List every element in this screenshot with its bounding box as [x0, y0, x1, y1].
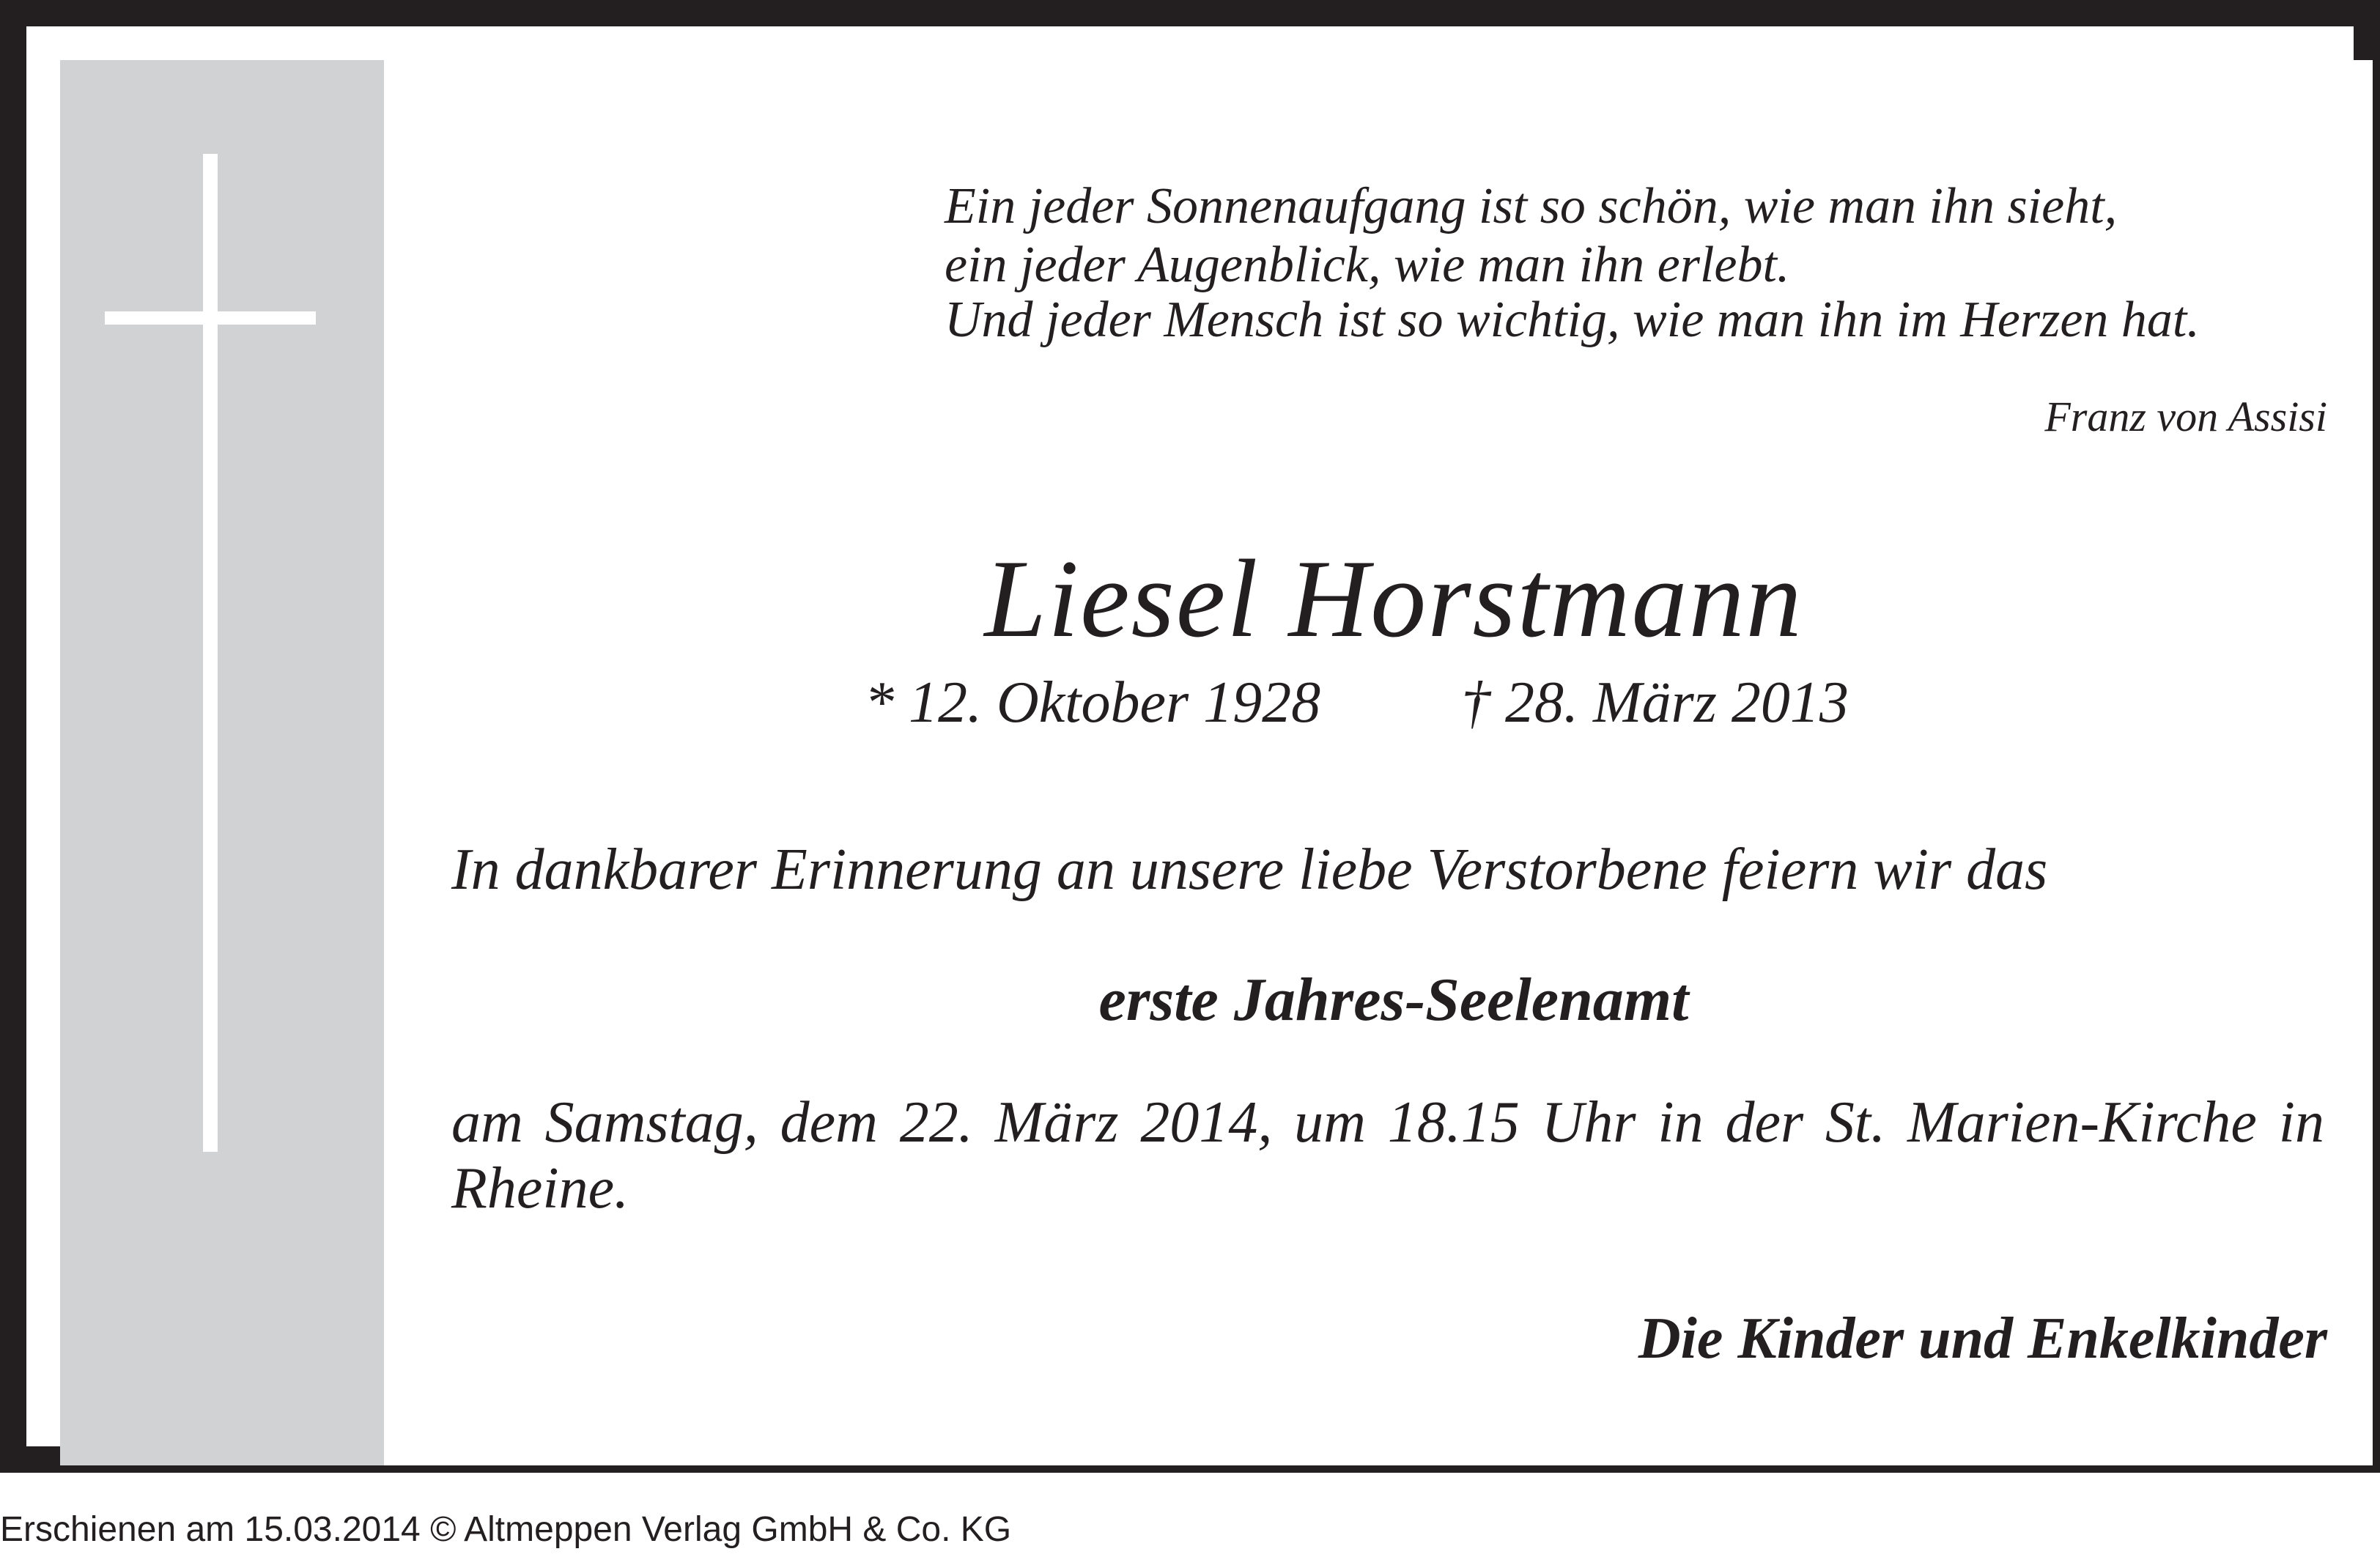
birth-date: * 12. Oktober 1928	[865, 670, 1321, 735]
notice-body	[60, 60, 2373, 1465]
quote-line-2: ein jeder Augenblick, wie man ihn erlebt.	[945, 237, 1790, 293]
signature: Die Kinder und Enkelkinder	[1638, 1306, 2327, 1371]
notice-intro: In dankbarer Erinnerung an unsere liebe Verstorbene feiern wir das	[451, 837, 2048, 902]
quote-author: Franz von Assisi	[2044, 393, 2327, 440]
quote-line-3: Und jeder Mensch ist so wichtig, wie man ihn im Herzen hat.	[945, 292, 2200, 348]
mass-title: erste Jahres-Seelenamt	[1098, 966, 1689, 1034]
deceased-name: Liesel Horstmann	[984, 537, 1803, 660]
quote-line-1: Ein jeder Sonnenaufgang ist so schön, wie man ihn sieht,	[945, 178, 2118, 234]
death-date: † 28. März 2013	[1461, 670, 1849, 735]
mass-details: am Samstag, dem 22. März 2014, um 18.15 Uhr in der St. Marien-Kirche in Rheine.	[451, 1090, 2324, 1221]
sidebar-panel	[60, 60, 384, 1465]
publication-footer: Erschienen am 15.03.2014 © Altmeppen Verlag GmbH & Co. KG	[0, 1510, 1012, 1549]
cross-horizontal-bar	[105, 311, 316, 325]
notice-border	[26, 26, 2354, 1446]
